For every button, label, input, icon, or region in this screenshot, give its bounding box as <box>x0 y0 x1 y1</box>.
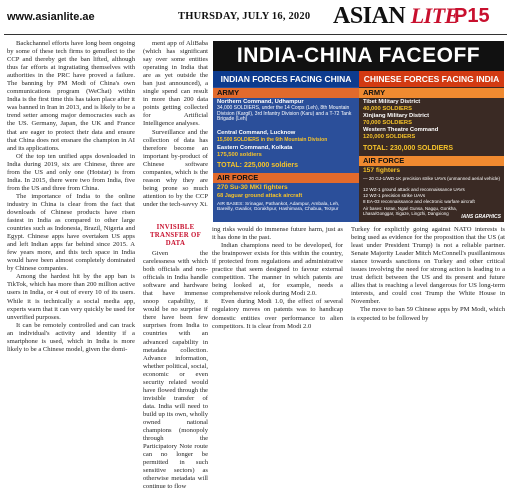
china-tibet-district: Tibet Military District <box>363 99 421 105</box>
article-column-2-bottom <box>143 222 208 491</box>
site-url[interactable]: www.asianlite.ae <box>7 11 95 23</box>
section-subhead: INVISIBLE TRANSFER OF DATA <box>149 224 202 247</box>
india-airforce-band: AIR FORCE <box>213 173 359 183</box>
page-header <box>0 0 511 34</box>
india-northern-command: Northern Command, Udhampur <box>217 99 304 105</box>
article-column-4 <box>351 226 505 398</box>
india-army-total: TOTAL: 225,000 soldiers <box>217 162 299 169</box>
china-airforce-line-4: 8 EA-03 reconnaissance and electronic warfare aircraft <box>363 199 475 204</box>
china-western-command: Western Theatre Command <box>363 127 439 133</box>
paragraph: Indian champions need to be developed, for the brainpower exists for this within the country, if protected from regulations and administrative practice that seem designed to favour external competition. The manner in which patents are being looked at, for example, needs a comprehensive relook during Modi 2.0. <box>212 242 343 298</box>
paragraph: Among the hardest hit by the app ban is TikTok, which has more than 200 million active users in India, or 4 out of every 10 of its users. While it is technically a social media app, experts warn that it can very quickly be used for unverified purposes. <box>7 273 135 321</box>
india-central-command: Central Command, Lucknow <box>217 130 296 136</box>
infographic-title: INDIA-CHINA FACEOFF <box>213 41 504 71</box>
india-army-band: ARMY <box>213 88 359 98</box>
india-airforce-jaguar: 68 Jaguar ground attack aircraft <box>217 193 303 199</box>
india-eastern-command: Eastern Command, Kolkata <box>217 145 293 151</box>
dateline: THURSDAY, JULY 16, 2020 <box>178 11 311 22</box>
paragraph: The move to ban 59 Chinese apps by PM Modi, which is expected to be followed by <box>351 306 505 322</box>
header-rule <box>4 34 507 35</box>
graphics-credit: IANS GRAPHICS <box>461 214 501 220</box>
china-airforce-line-2: 12 WZ-1 ground attack and reconnaissance UAVs <box>363 187 465 192</box>
paragraph: Surveillance and the collection of data has therefore become an important by-product of Chinese software companies, which is the reason why they are being prone so much attention to by the CCP under the tech-savvy Xi. <box>143 128 208 208</box>
paragraph: The importance of India to the online industry in China is clear from the fact that downloads of Chinese products have risen fastest in India as compared to other large countries such as Indonesia, Brazil, Nigeria and Egypt. Chinese apps have overtaken US apps and left Indian apps far behind since 2015. A few years more, and this tech space in India would have been almost completely dominated by Chinese companies. <box>7 192 135 273</box>
brand-asian: ASIAN <box>333 3 406 29</box>
china-army-total: TOTAL: 230,000 SOLDIERS <box>363 145 453 152</box>
china-fighters: 157 fighters <box>363 167 401 174</box>
paragraph: Turkey for explicitly going against NATO interests is being used as evidence for the proposition that the US (at least under President Trump) is not a reliable partner. Senate Majority Leader Mitch McConnell's pusillanimous stance towards sanctions on Turkey and other critical issues involving the need for strong action is leading to a trust deficit between the US and its present and future allies that is reaching a level dangerous for US long-term interests, and could cost Trump the White House in November. <box>351 226 505 306</box>
india-airforce-fighters: 270 Su-30 MKI fighters <box>217 184 288 191</box>
china-western-detail: 120,000 SOLDIERS <box>363 134 416 140</box>
paragraph: Given the carelessness with which both officials and non-officials in India handle software and hardware that have immense snoop capability, it would be no surprise if there have been few surprises from India to countries with an advanced capability in metadata collection. Advance information, whether political, social, economic or even security related would have flowed through the invisible transfer of data. India will need to build up its own, wholly owned national champions (monopoly through the Participatory Note route can no longer be permitted in such sensitive sectors) as otherwise metadata will continue to flow <box>143 250 208 491</box>
paragraph: Of the top ten unified apps downloaded in India during 2019, six are Chinese, three are from the US and only one (Hotstar) is from India. In 2015, there were two from India, five from the US and three from China. <box>7 152 135 192</box>
article-column-3 <box>212 226 343 398</box>
brand-logo <box>333 4 459 28</box>
china-air-bases: Air bases: Hotan, Ngari Gunsa, Nagqu, Gonkha, Lhasa/Gonggar, Xigaze, Lingzhi, Dangxiong <box>363 206 457 216</box>
india-china-infographic <box>213 41 504 222</box>
china-airforce-line-3: 12 WZ-1 precision strike UAVs <box>363 193 426 198</box>
india-northern-detail: 34,000 SOLDIERS, under the 14 Corps (Leh), 8th Mountain Division (Kargil), 3rd Infantry Division (Karu) and a T-72 Tank Brigade (Leh) <box>217 105 352 123</box>
china-army-band: ARMY <box>359 88 504 98</box>
china-forces-header: CHINESE FORCES FACING INDIA <box>359 71 504 87</box>
paragraph: It can be remotely controlled and can track an individual's activity and identity if a smartphone is used, which in India is more likely to be a Chinese model, given the domi- <box>7 321 135 353</box>
india-forces-panel <box>213 87 359 222</box>
paragraph: Even during Modi 1.0, the effect of several regulatory moves on patents was to handicap domestic entities over performance to alien competitors. It is clear from Modi 2.0 <box>212 298 343 330</box>
india-forces-header: INDIAN FORCES FACING CHINA <box>213 71 359 87</box>
article-column-2-top <box>143 40 208 220</box>
brand-lite: LITE <box>410 3 459 28</box>
china-xinjiang-district: Xinjiang Military District <box>363 113 430 119</box>
china-airforce-line-1: — 20 GJ-1/WD-1K precision strike UAVs (unmanned aerial vehicle) <box>363 176 501 181</box>
india-central-detail: 15,500 SOLDIERS in the 6th Mountain Division <box>217 137 328 143</box>
article-column-1 <box>7 40 135 398</box>
china-tibet-detail: 40,000 SOLDIERS <box>363 106 412 112</box>
china-forces-panel <box>359 87 504 222</box>
paragraph: ing risks would do immense future harm, just as it has done in the past. <box>212 226 343 242</box>
page-number: P15 <box>454 5 490 27</box>
paragraph: Backchannel efforts have long been ongoing by some of these tech firms to genuflect to the CCP and thereby get the ban lifted, although thus far efforts at ingratiating themselves with authorities in the PRC have proved a failure. The banning by PM Modi of China's own communications program (WeChat) within India is the first time this has taken place after it was banned in Iran in 2013, and is likely to be a trend setter among major democracies such as the US. Germany, Japan, the UK and France that are eager to protect their data and ensure that China does not ensnare the champion in AI and its applications. <box>7 40 135 152</box>
paragraph: ment app of AliBaba (which has significant say over some entities operating in India that are as yet outside the ban just announced), a single spend can result in more than 200 data points getting collected for Artificial Intelligence analyses. <box>143 40 208 128</box>
india-eastern-detail: 175,500 soldiers <box>217 152 262 158</box>
china-airforce-band: AIR FORCE <box>359 156 504 166</box>
india-air-bases: AIR BASES: Srinagar, Pathankot, Adampur, Ambala, Leh, Bareilly, Gwalior, Gorakhpur, Hashimara, Chabua, Tezpur <box>217 202 340 213</box>
china-xinjiang-detail: 70,000 SOLDIERS <box>363 120 412 126</box>
